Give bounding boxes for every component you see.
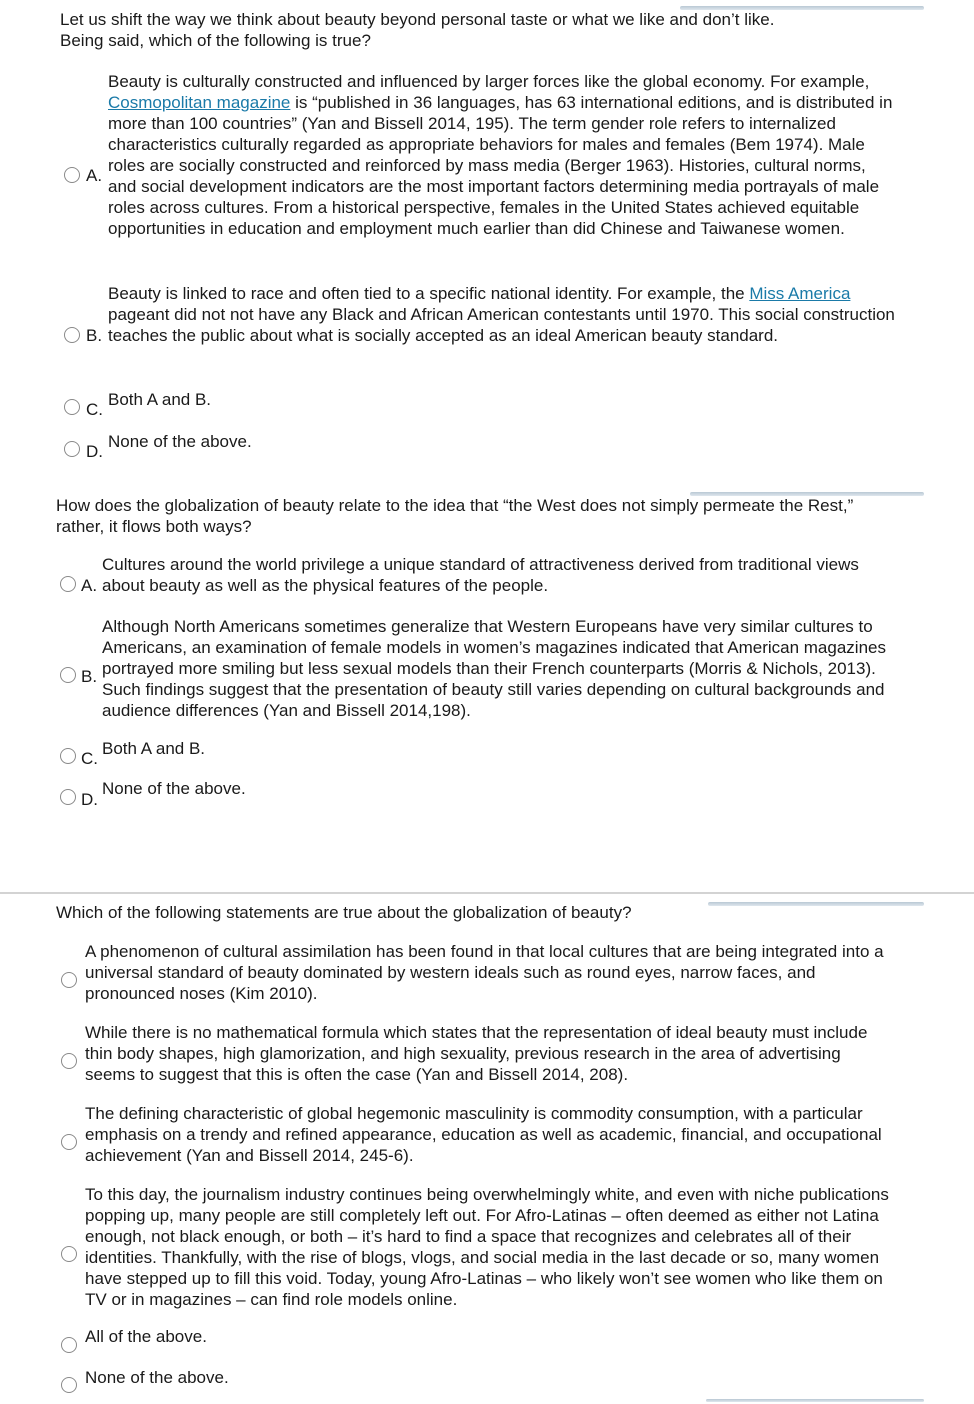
miss-america-link[interactable]: Miss America — [749, 284, 851, 303]
question-2-prompt: How does the globalization of beauty relate to the idea that “the West does not simply permeate the Rest,” rather, it flows both ways? — [56, 496, 854, 536]
q3-option-1-text: A phenomenon of cultural assimilation has been found in that local cultures that are being integrated into a universal standard of beauty dominated by western ideals such as round eyes, narrow faces, and pronounced noses (Kim 2010). — [85, 942, 884, 1003]
q1-option-b-letter: B. — [86, 326, 103, 345]
q2-option-b-letter: B. — [81, 667, 98, 686]
q1-option-a-text: Beauty is culturally constructed and influenced by larger forces like the global economy. For example, Cosmopolitan magazine is “published in 36 languages, has 63 international editions, and is distributed in more than 100 countries” (Yan and Bissell 2014, 195). The term gender role refers to internalized characteristics culturally regarded as appropriate behaviors for males and females (Bem 1974). Male roles are socially constructed and reinforced by mass media (Berger 1963). Histories, cultural norms, and social development indicators are the most important factors determining media portrayals of male roles across cultures. From a historical perspective, females in the United States achieved equitable opportunities in education and employment much earlier than did Chinese and Taiwanese women. — [108, 72, 893, 238]
q3-option-3-radio[interactable] — [61, 1134, 77, 1150]
cosmopolitan-link[interactable]: Cosmopolitan magazine — [108, 93, 291, 112]
q3-option-2-radio[interactable] — [61, 1053, 77, 1069]
q2-option-c-letter: C. — [81, 749, 98, 768]
q2-option-b-text: Although North Americans sometimes generalize that Western Europeans have very similar cultures to Americans, an examination of female models in women’s magazines indicated that American magazines portrayed more smiling but less sexual models than their French counterparts (Morris & Nichols, 2013). Such findings suggest that the presentation of beauty still varies depending on cultural backgrounds and audience differences (Yan and Bissell 2014,198). — [102, 617, 886, 720]
q3-option-5-text: All of the above. — [85, 1327, 207, 1346]
q2-option-d-radio[interactable] — [60, 789, 76, 805]
q1-option-d-radio[interactable] — [64, 441, 80, 457]
q2-option-a-radio[interactable] — [60, 576, 76, 592]
question-3-prompt: Which of the following statements are true about the globalization of beauty? — [56, 903, 632, 922]
q2-option-c-radio[interactable] — [60, 748, 76, 764]
q2-option-a-letter: A. — [81, 576, 98, 595]
question-1-prompt: Let us shift the way we think about beauty beyond personal taste or what we like and don’t like. Being said, which of the following is true? — [60, 10, 775, 50]
q3-option-5-radio[interactable] — [61, 1337, 77, 1353]
q3-option-4-radio[interactable] — [61, 1246, 77, 1262]
q1-option-a-letter: A. — [86, 166, 103, 185]
q2-option-b-radio[interactable] — [60, 667, 76, 683]
q1-option-c-text: Both A and B. — [108, 390, 212, 409]
section-divider — [0, 892, 974, 894]
q1-option-d-letter: D. — [86, 442, 103, 461]
q3-option-3-text: The defining characteristic of global hegemonic masculinity is commodity consumption, with a particular emphasis on a trendy and refined appearance, education as well as academic, financial, and occupational achievement (Yan and Bissell 2014, 245-6). — [85, 1104, 882, 1165]
q1-option-a-radio[interactable] — [64, 167, 80, 183]
q3-option-1-radio[interactable] — [61, 972, 77, 988]
q1-option-b-text: Beauty is linked to race and often tied to a specific national identity. For example, the Miss America pageant did not not have any Black and African American contestants until 1970. This social construction teaches the public about what is socially accepted as an ideal American beauty standard. — [108, 284, 895, 345]
q1-option-b-radio[interactable] — [64, 327, 80, 343]
q2-option-d-text: None of the above. — [102, 779, 246, 798]
q1-option-c-letter: C. — [86, 400, 103, 419]
q3-option-4-text: To this day, the journalism industry continues being overwhelmingly white, and even with niche publications popping up, many people are still completely left out. For Afro-Latinas – often deemed as either not Latina enough, not black enough, or both – it’s hard to find a space that recognizes and celebrates all of their identities. Thankfully, with the rise of blogs, vlogs, and social media in the last decade or so, many women have stepped up to fill this void. Today, young Afro-Latinas – who likely won’t see women who like them on TV or in magazines – can find role models online. — [85, 1185, 889, 1309]
q3-option-6-radio[interactable] — [61, 1377, 77, 1393]
q3-option-2-text: While there is no mathematical formula which states that the representation of ideal beauty must include thin body shapes, high glamorization, and high sexuality, previous research in the area of advertising seems to suggest that this is often the case (Yan and Bissell 2014, 208). — [85, 1023, 868, 1084]
q1-option-c-radio[interactable] — [64, 399, 80, 415]
q2-option-c-text: Both A and B. — [102, 739, 206, 758]
q2-option-d-letter: D. — [81, 790, 98, 809]
bottom-edge-shadow — [706, 1399, 924, 1402]
q3-option-6-text: None of the above. — [85, 1368, 229, 1387]
q1-option-d-text: None of the above. — [108, 432, 252, 451]
q2-option-a-text: Cultures around the world privilege a unique standard of attractiveness derived from traditional views about beauty as well as the physical features of the people. — [102, 555, 859, 595]
